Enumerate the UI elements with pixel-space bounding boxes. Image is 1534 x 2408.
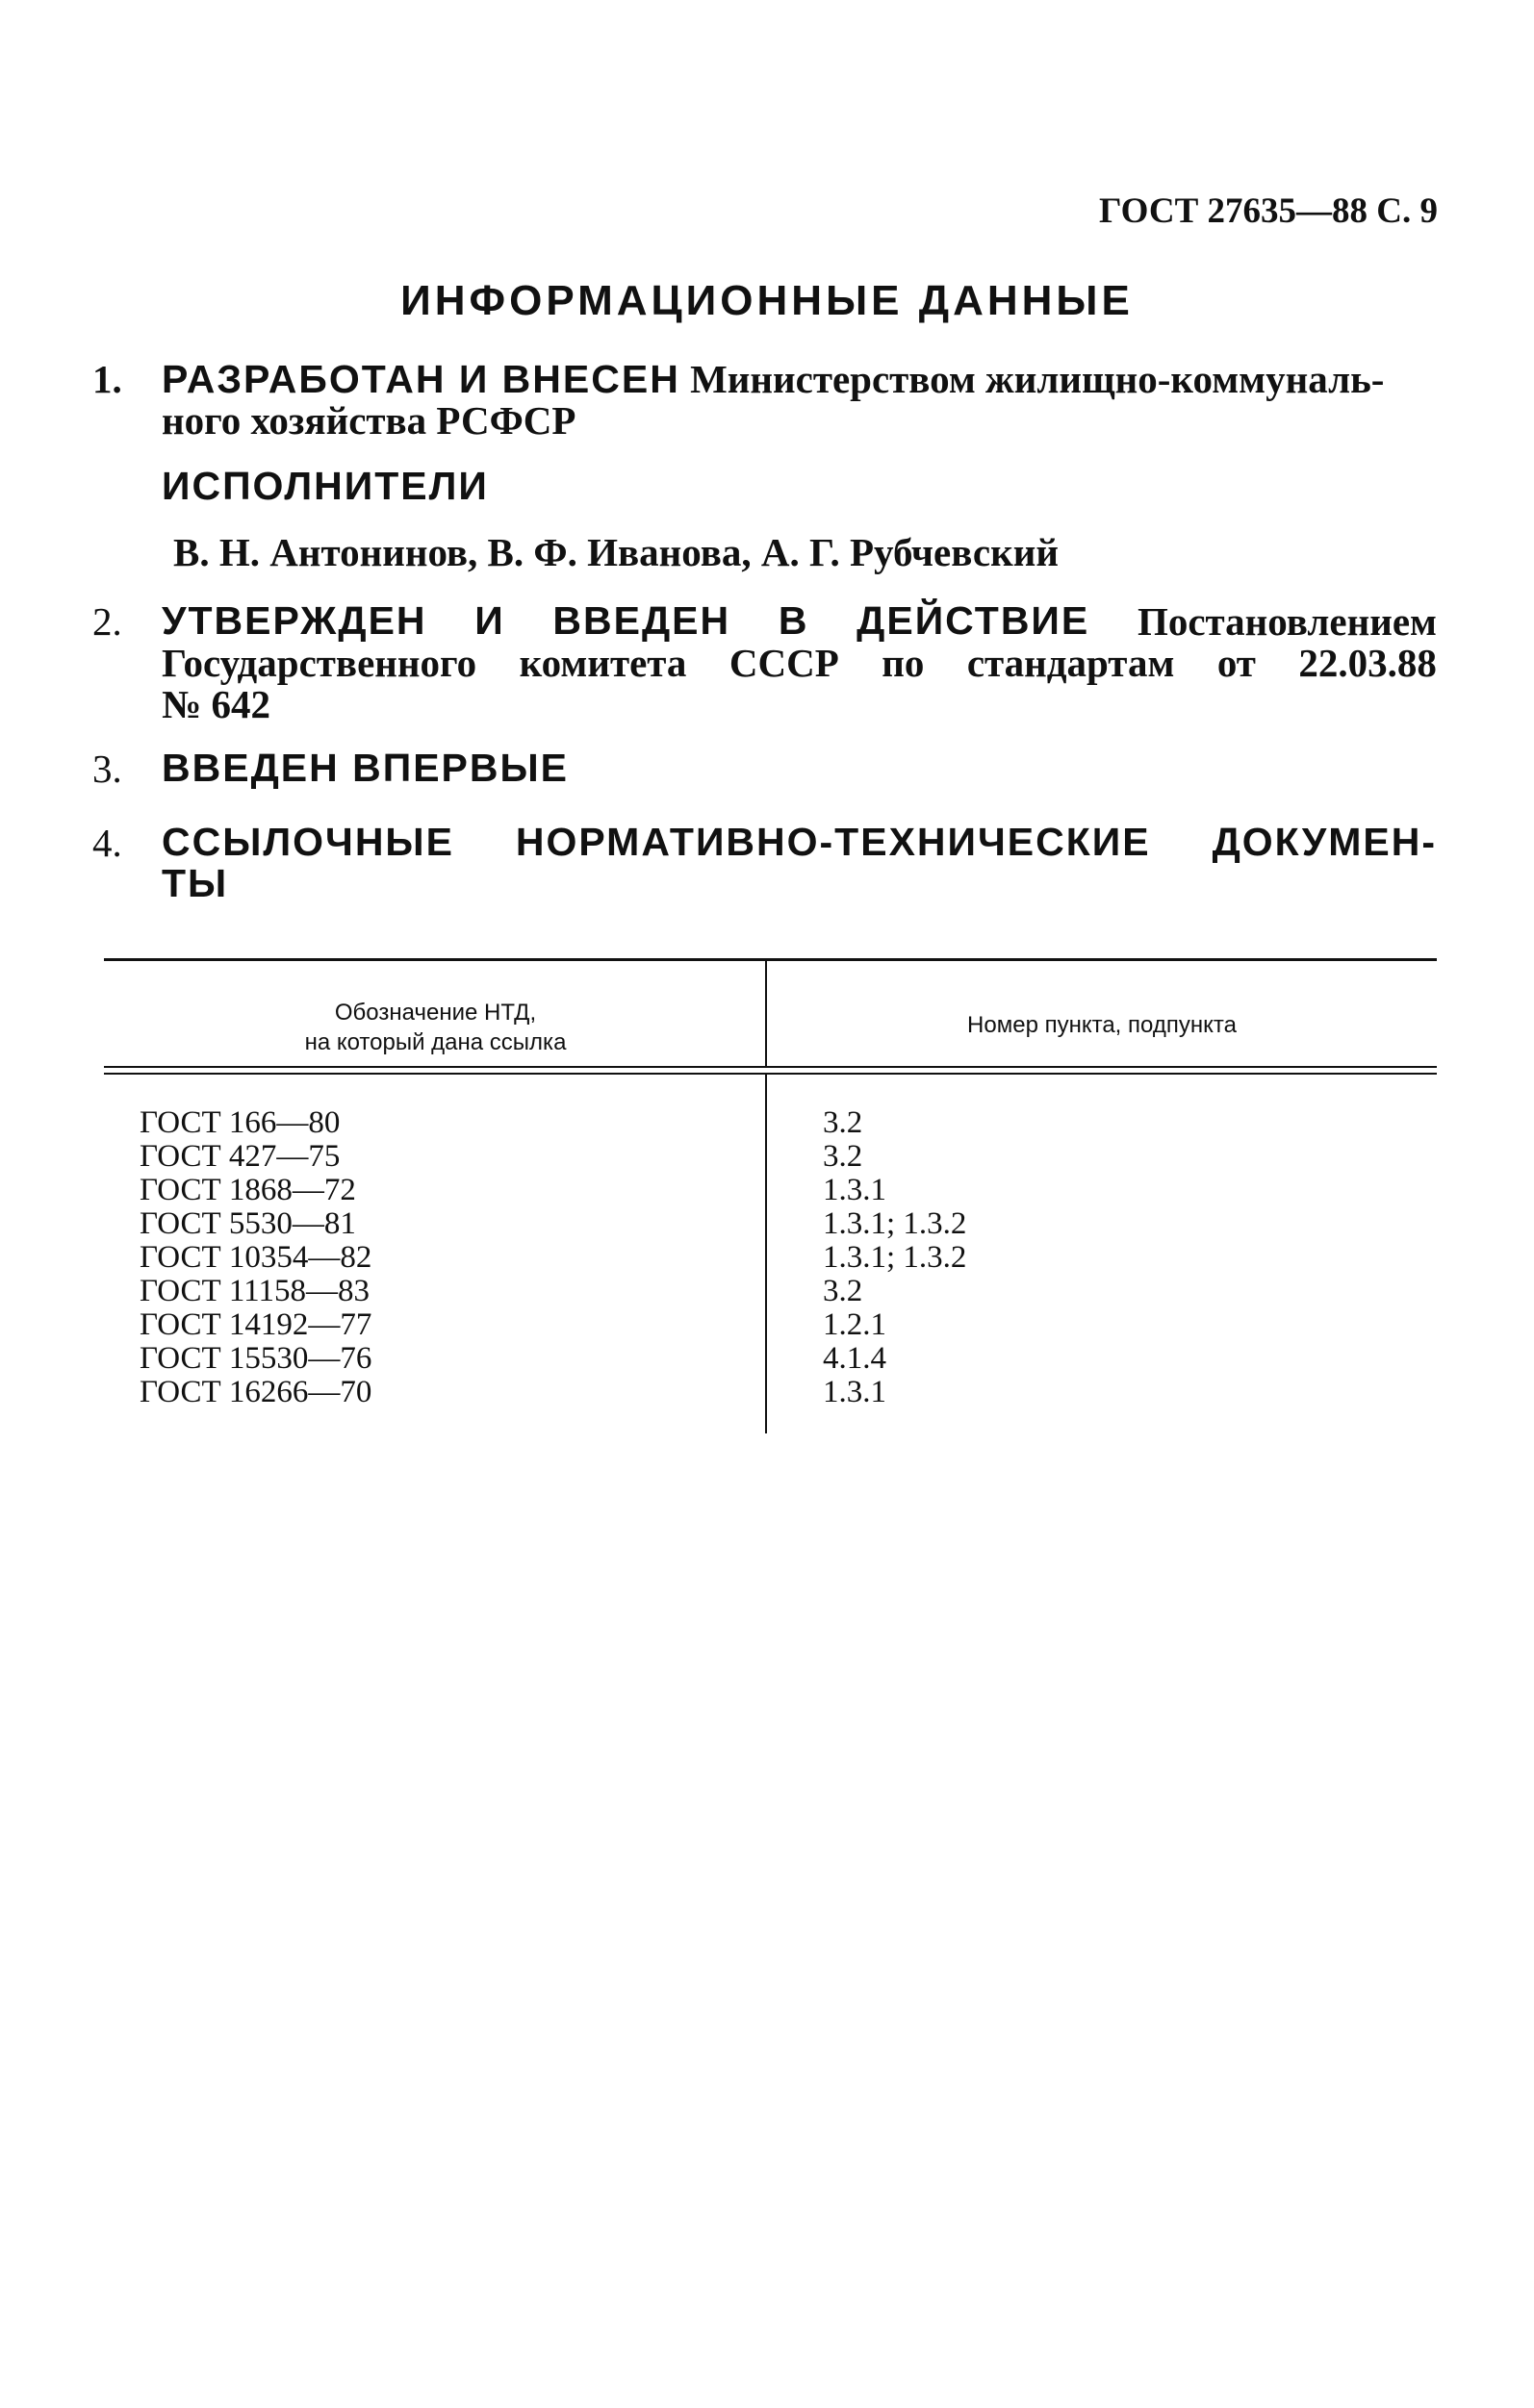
section-2-heading-word: В <box>778 598 809 643</box>
table-cell-doc: ГОСТ 14192—77 <box>140 1307 372 1342</box>
table-col1-header <box>106 998 765 1057</box>
table-cell-doc: ГОСТ 16266—70 <box>140 1375 372 1409</box>
table-cell-clause: 3.2 <box>823 1105 863 1140</box>
section-4-number: 4. <box>92 821 122 865</box>
table-cell-doc: ГОСТ 5530—81 <box>140 1206 356 1241</box>
section-3-number: 3. <box>92 747 122 791</box>
section-2-heading-word: И <box>474 598 505 643</box>
table-cell-clause: 1.3.1; 1.3.2 <box>823 1206 967 1241</box>
table-top-rule <box>104 958 1437 961</box>
section-2-heading-word: ВВЕДЕН <box>552 598 731 643</box>
table-body-divider <box>765 1075 767 1433</box>
section-4-heading-line2: ТЫ <box>162 861 229 905</box>
section-4-heading-word: НОРМАТИВНО-ТЕХНИЧЕСКИЕ <box>515 820 1151 864</box>
section-1-text-line1: Министерством жилищно-коммуналь- <box>690 357 1385 401</box>
table-cell-clause: 1.3.1 <box>823 1173 886 1207</box>
table-cell-clause: 1.3.1 <box>823 1375 886 1409</box>
table-cell-doc: ГОСТ 15530—76 <box>140 1341 372 1376</box>
table-col1-body <box>140 1106 371 1409</box>
section-2-word: стандартам <box>966 641 1175 685</box>
table-col1-header-line1: Обозначение НТД, <box>334 1000 537 1026</box>
section-1-number: 1. <box>92 357 122 401</box>
section-4-line-1 <box>162 820 1437 865</box>
section-3-heading: ВВЕДЕН ВПЕРВЫЕ <box>162 746 569 790</box>
table-cell-clause: 3.2 <box>823 1139 863 1174</box>
section-2-number-ref: № 642 <box>162 682 270 726</box>
section-1-text-line2: ного хозяйства РСФСР <box>162 398 576 443</box>
page-title: ИНФОРМАЦИОННЫЕ ДАННЫЕ <box>400 277 1134 324</box>
table-cell-clause: 3.2 <box>823 1274 863 1308</box>
executors-heading: ИСПОЛНИТЕЛИ <box>162 464 489 508</box>
section-2-word: комитета <box>519 641 687 685</box>
section-2-heading-word: ДЕЙСТВИЕ <box>856 598 1090 643</box>
table-header-rule <box>104 1073 1437 1075</box>
section-2-word: от <box>1216 641 1256 685</box>
table-col1-header-line2: на который дана ссылка <box>304 1029 567 1055</box>
table-col2-header: Номер пункта, подпункта <box>967 1012 1237 1038</box>
section-2-line-1 <box>162 598 1437 645</box>
section-2-word: СССР <box>729 641 839 685</box>
section-4-heading-word: ССЫЛОЧНЫЕ <box>162 820 454 864</box>
section-2-tail: Постановлением <box>1137 599 1437 644</box>
table-cell-clause: 1.3.1; 1.3.2 <box>823 1240 967 1275</box>
running-header: ГОСТ 27635—88 С. 9 <box>1099 191 1438 231</box>
table-cell-doc: ГОСТ 10354—82 <box>140 1240 372 1275</box>
section-2-number: 2. <box>92 599 122 644</box>
table-cell-doc: ГОСТ 11158—83 <box>140 1274 370 1308</box>
table-col2-body <box>823 1106 966 1409</box>
table-cell-clause: 4.1.4 <box>823 1341 886 1376</box>
section-4-heading-word: ДОКУМЕН- <box>1212 820 1437 864</box>
table-cell-doc: ГОСТ 427—75 <box>140 1139 341 1174</box>
section-2-word: Государственного <box>162 641 477 685</box>
section-1-line-1 <box>162 356 1384 402</box>
table-cell-doc: ГОСТ 166—80 <box>140 1105 341 1140</box>
section-2-date: 22.03.88 <box>1298 641 1437 685</box>
section-2-line-2 <box>162 640 1437 686</box>
section-2-word: по <box>882 641 925 685</box>
table-cell-doc: ГОСТ 1868—72 <box>140 1173 356 1207</box>
table-header-rule <box>104 1066 1437 1068</box>
executors-names: В. Н. Антонинов, В. Ф. Иванова, А. Г. Рубчевский <box>173 530 1059 574</box>
table-cell-clause: 1.2.1 <box>823 1307 886 1342</box>
section-2-heading-word: УТВЕРЖДЕН <box>162 598 427 643</box>
section-1-heading: РАЗРАБОТАН И ВНЕСЕН <box>162 357 680 401</box>
